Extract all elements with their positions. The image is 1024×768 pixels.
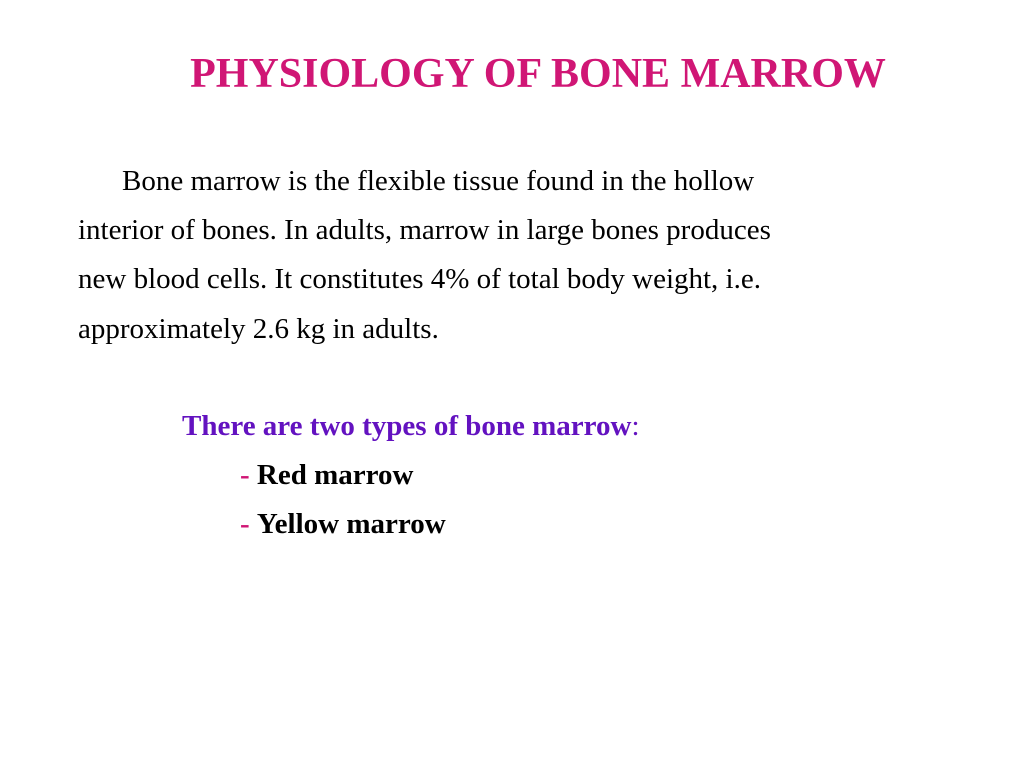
paragraph-line: interior of bones. In adults, marrow in large bones produces	[78, 214, 771, 246]
dash-bullet-icon: -	[240, 508, 250, 540]
paragraph-line: new blood cells. It constitutes 4% of total body weight, i.e.	[78, 263, 761, 295]
list-item-label: Yellow marrow	[256, 508, 446, 540]
list-item-red-marrow	[240, 455, 413, 495]
paragraph-line: approximately 2.6 kg in adults.	[78, 313, 439, 345]
paragraph-line: Bone marrow is the flexible tissue found in the hollow	[122, 165, 755, 197]
types-heading-text: There are two types of bone marrow	[182, 410, 632, 442]
dash-bullet-icon: -	[240, 459, 250, 491]
slide-title: PHYSIOLOGY OF BONE MARROW	[190, 51, 886, 97]
types-heading-colon: :	[631, 410, 640, 442]
list-item-yellow-marrow	[240, 504, 446, 544]
list-item-label: Red marrow	[256, 459, 414, 491]
types-heading	[182, 406, 640, 446]
